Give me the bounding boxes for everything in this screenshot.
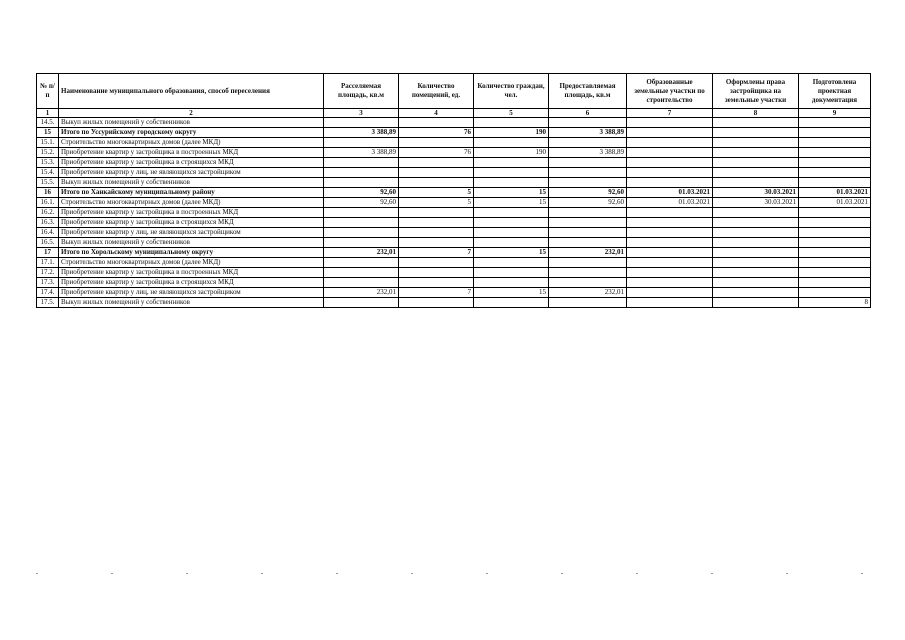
project-docs-cell	[799, 278, 871, 288]
resettled-area-cell: 92,60	[324, 188, 399, 198]
citizens-count-cell: 15	[474, 198, 549, 208]
provided-area-cell	[549, 268, 627, 278]
row-number: 15.2.	[37, 148, 59, 158]
row-number: 16.4.	[37, 228, 59, 238]
row-name: Итого по Хорольскому муниципальному округу	[59, 248, 324, 258]
scan-mark	[111, 573, 113, 574]
land-plots-cell: 01.03.2021	[627, 188, 713, 198]
rooms-count-cell	[399, 218, 474, 228]
project-docs-cell	[799, 178, 871, 188]
provided-area-cell	[549, 278, 627, 288]
row-name: Приобретение квартир у застройщика в строящихся МКД	[59, 158, 324, 168]
scan-mark	[336, 573, 338, 574]
table-row	[37, 278, 871, 288]
land-plots-cell	[627, 118, 713, 128]
table-row	[37, 268, 871, 278]
resettled-area-cell	[324, 218, 399, 228]
header-rooms-count: Количество помещений, ед.	[399, 74, 474, 109]
scan-mark	[711, 573, 713, 574]
table-row	[37, 238, 871, 248]
land-plots-cell	[627, 208, 713, 218]
land-plots-cell	[627, 148, 713, 158]
provided-area-cell: 232,01	[549, 248, 627, 258]
table-row	[37, 148, 871, 158]
developer-rights-cell	[713, 228, 799, 238]
resettled-area-cell	[324, 298, 399, 308]
project-docs-cell	[799, 118, 871, 128]
header-project-docs: Подготовлена проектная документация	[799, 74, 871, 109]
rooms-count-cell	[399, 228, 474, 238]
rooms-count-cell	[399, 298, 474, 308]
row-number: 15.4.	[37, 168, 59, 178]
resettled-area-cell	[324, 258, 399, 268]
page-footer-marks	[36, 573, 870, 577]
row-number: 16	[37, 188, 59, 198]
row-number: 15.5.	[37, 178, 59, 188]
citizens-count-cell	[474, 258, 549, 268]
developer-rights-cell	[713, 288, 799, 298]
developer-rights-cell	[713, 148, 799, 158]
scan-mark	[486, 573, 488, 574]
provided-area-cell: 92,60	[549, 198, 627, 208]
row-number: 17.1.	[37, 258, 59, 268]
row-name: Приобретение квартир у лиц, не являющихся застройщиком	[59, 228, 324, 238]
developer-rights-cell	[713, 128, 799, 138]
project-docs-cell	[799, 248, 871, 258]
row-name: Строительство многоквартирных домов (далее МКД)	[59, 198, 324, 208]
provided-area-cell: 3 388,89	[549, 128, 627, 138]
table-row	[37, 198, 871, 208]
rooms-count-cell	[399, 138, 474, 148]
row-number: 17.3.	[37, 278, 59, 288]
land-plots-cell	[627, 288, 713, 298]
table-row	[37, 228, 871, 238]
rooms-count-cell	[399, 208, 474, 218]
land-plots-cell: 01.03.2021	[627, 198, 713, 208]
row-number: 16.1.	[37, 198, 59, 208]
resettled-area-cell	[324, 168, 399, 178]
row-name: Итого по Уссурийскому городскому округу	[59, 128, 324, 138]
rooms-count-cell: 7	[399, 248, 474, 258]
land-plots-cell	[627, 278, 713, 288]
resettlement-table	[36, 73, 871, 308]
scan-mark	[261, 573, 263, 574]
header-name: Наименование муниципального образования, способ переселения	[59, 74, 324, 109]
scan-mark	[861, 573, 863, 574]
row-number: 16.5.	[37, 238, 59, 248]
resettled-area-cell	[324, 158, 399, 168]
project-docs-cell: 8	[799, 298, 871, 308]
header-number: № п/п	[37, 74, 59, 109]
resettled-area-cell	[324, 118, 399, 128]
developer-rights-cell	[713, 298, 799, 308]
resettled-area-cell	[324, 178, 399, 188]
citizens-count-cell: 15	[474, 188, 549, 198]
land-plots-cell	[627, 298, 713, 308]
header-row	[37, 74, 871, 109]
project-docs-cell	[799, 158, 871, 168]
citizens-count-cell	[474, 238, 549, 248]
citizens-count-cell: 190	[474, 128, 549, 138]
table-row	[37, 218, 871, 228]
land-plots-cell	[627, 268, 713, 278]
land-plots-cell	[627, 128, 713, 138]
project-docs-cell	[799, 128, 871, 138]
rooms-count-cell: 76	[399, 148, 474, 158]
column-number: 7	[627, 109, 713, 118]
project-docs-cell	[799, 208, 871, 218]
provided-area-cell: 92,60	[549, 188, 627, 198]
table-row	[37, 258, 871, 268]
table-row	[37, 118, 871, 128]
row-name: Выкуп жилых помещений у собственников	[59, 238, 324, 248]
rooms-count-cell	[399, 168, 474, 178]
resettled-area-cell: 3 388,89	[324, 148, 399, 158]
resettled-area-cell	[324, 238, 399, 248]
provided-area-cell	[549, 208, 627, 218]
row-name: Выкуп жилых помещений у собственников	[59, 118, 324, 128]
developer-rights-cell	[713, 168, 799, 178]
scan-mark	[411, 573, 413, 574]
scan-mark	[636, 573, 638, 574]
land-plots-cell	[627, 248, 713, 258]
citizens-count-cell	[474, 228, 549, 238]
provided-area-cell	[549, 158, 627, 168]
rooms-count-cell	[399, 178, 474, 188]
row-name: Строительство многоквартирных домов (далее МКД)	[59, 258, 324, 268]
project-docs-cell	[799, 228, 871, 238]
table-row	[37, 168, 871, 178]
row-number: 17.4.	[37, 288, 59, 298]
developer-rights-cell	[713, 238, 799, 248]
land-plots-cell	[627, 228, 713, 238]
land-plots-cell	[627, 178, 713, 188]
column-number: 2	[59, 109, 324, 118]
header-land-plots: Образованные земельные участки по строительство	[627, 74, 713, 109]
resettled-area-cell	[324, 138, 399, 148]
citizens-count-cell	[474, 208, 549, 218]
table-row	[37, 298, 871, 308]
resettled-area-cell: 3 388,89	[324, 128, 399, 138]
citizens-count-cell: 15	[474, 248, 549, 258]
project-docs-cell: 01.03.2021	[799, 198, 871, 208]
table-row	[37, 178, 871, 188]
header-developer-rights: Оформлены права застройщика на земельные участки	[713, 74, 799, 109]
provided-area-cell	[549, 178, 627, 188]
citizens-count-cell: 15	[474, 288, 549, 298]
row-number: 14.5.	[37, 118, 59, 128]
provided-area-cell	[549, 228, 627, 238]
row-name: Выкуп жилых помещений у собственников	[59, 178, 324, 188]
citizens-count-cell	[474, 278, 549, 288]
developer-rights-cell: 30.03.2021	[713, 198, 799, 208]
land-plots-cell	[627, 258, 713, 268]
rooms-count-cell: 76	[399, 128, 474, 138]
row-number: 16.3.	[37, 218, 59, 228]
row-number: 16.2.	[37, 208, 59, 218]
row-name: Приобретение квартир у лиц, не являющихся застройщиком	[59, 288, 324, 298]
developer-rights-cell	[713, 208, 799, 218]
scan-mark	[786, 573, 788, 574]
row-number: 17.5.	[37, 298, 59, 308]
rooms-count-cell	[399, 258, 474, 268]
citizens-count-cell	[474, 118, 549, 128]
row-number: 15.3.	[37, 158, 59, 168]
land-plots-cell	[627, 218, 713, 228]
table-row	[37, 208, 871, 218]
row-number: 15.1.	[37, 138, 59, 148]
rooms-count-cell	[399, 238, 474, 248]
column-number: 1	[37, 109, 59, 118]
column-number: 9	[799, 109, 871, 118]
row-name: Приобретение квартир у застройщика в строящихся МКД	[59, 218, 324, 228]
rooms-count-cell	[399, 158, 474, 168]
rooms-count-cell	[399, 118, 474, 128]
developer-rights-cell	[713, 268, 799, 278]
resettled-area-cell	[324, 208, 399, 218]
provided-area-cell	[549, 138, 627, 148]
row-name: Приобретение квартир у лиц, не являющихся застройщиком	[59, 168, 324, 178]
developer-rights-cell	[713, 258, 799, 268]
citizens-count-cell	[474, 138, 549, 148]
row-name: Приобретение квартир у застройщика в построенных МКД	[59, 268, 324, 278]
table-row	[37, 288, 871, 298]
header-provided-area: Предоставляемая площадь, кв.м	[549, 74, 627, 109]
project-docs-cell	[799, 238, 871, 248]
project-docs-cell	[799, 148, 871, 158]
developer-rights-cell	[713, 178, 799, 188]
provided-area-cell	[549, 238, 627, 248]
developer-rights-cell: 30.03.2021	[713, 188, 799, 198]
row-name: Итого по Ханкайскому муниципальному району	[59, 188, 324, 198]
project-docs-cell	[799, 138, 871, 148]
citizens-count-cell: 190	[474, 148, 549, 158]
row-number: 17	[37, 248, 59, 258]
column-number: 5	[474, 109, 549, 118]
citizens-count-cell	[474, 298, 549, 308]
column-number: 3	[324, 109, 399, 118]
resettled-area-cell	[324, 268, 399, 278]
developer-rights-cell	[713, 138, 799, 148]
project-docs-cell	[799, 288, 871, 298]
scan-mark	[561, 573, 563, 574]
rooms-count-cell: 5	[399, 198, 474, 208]
project-docs-cell: 01.03.2021	[799, 188, 871, 198]
scan-mark	[36, 573, 38, 574]
land-plots-cell	[627, 158, 713, 168]
table-row	[37, 138, 871, 148]
resettled-area-cell: 232,01	[324, 248, 399, 258]
citizens-count-cell	[474, 178, 549, 188]
developer-rights-cell	[713, 118, 799, 128]
provided-area-cell: 232,01	[549, 288, 627, 298]
developer-rights-cell	[713, 248, 799, 258]
provided-area-cell	[549, 118, 627, 128]
row-number: 15	[37, 128, 59, 138]
table-row	[37, 128, 871, 138]
row-name: Приобретение квартир у застройщика в построенных МКД	[59, 148, 324, 158]
citizens-count-cell	[474, 218, 549, 228]
project-docs-cell	[799, 258, 871, 268]
provided-area-cell	[549, 168, 627, 178]
table-row	[37, 188, 871, 198]
table-row	[37, 158, 871, 168]
citizens-count-cell	[474, 268, 549, 278]
column-number-row	[37, 109, 871, 118]
column-number: 6	[549, 109, 627, 118]
row-name: Приобретение квартир у застройщика в построенных МКД	[59, 208, 324, 218]
developer-rights-cell	[713, 218, 799, 228]
citizens-count-cell	[474, 168, 549, 178]
column-number: 4	[399, 109, 474, 118]
provided-area-cell: 3 388,89	[549, 148, 627, 158]
row-name: Строительство многоквартирных домов (далее МКД)	[59, 138, 324, 148]
land-plots-cell	[627, 138, 713, 148]
developer-rights-cell	[713, 158, 799, 168]
project-docs-cell	[799, 218, 871, 228]
table-row	[37, 248, 871, 258]
resettled-area-cell	[324, 278, 399, 288]
land-plots-cell	[627, 238, 713, 248]
provided-area-cell	[549, 218, 627, 228]
resettled-area-cell	[324, 228, 399, 238]
row-name: Выкуп жилых помещений у собственников	[59, 298, 324, 308]
header-resettled-area: Расселяемая площадь, кв.м	[324, 74, 399, 109]
row-name: Приобретение квартир у застройщика в строящихся МКД	[59, 278, 324, 288]
land-plots-cell	[627, 168, 713, 178]
developer-rights-cell	[713, 278, 799, 288]
resettled-area-cell: 232,01	[324, 288, 399, 298]
row-number: 17.2.	[37, 268, 59, 278]
citizens-count-cell	[474, 158, 549, 168]
rooms-count-cell: 7	[399, 288, 474, 298]
scan-mark	[186, 573, 188, 574]
header-citizens-count: Количество граждан, чел.	[474, 74, 549, 109]
provided-area-cell	[549, 258, 627, 268]
project-docs-cell	[799, 168, 871, 178]
resettled-area-cell: 92,60	[324, 198, 399, 208]
provided-area-cell	[549, 298, 627, 308]
project-docs-cell	[799, 268, 871, 278]
rooms-count-cell	[399, 268, 474, 278]
column-number: 8	[713, 109, 799, 118]
rooms-count-cell: 5	[399, 188, 474, 198]
rooms-count-cell	[399, 278, 474, 288]
